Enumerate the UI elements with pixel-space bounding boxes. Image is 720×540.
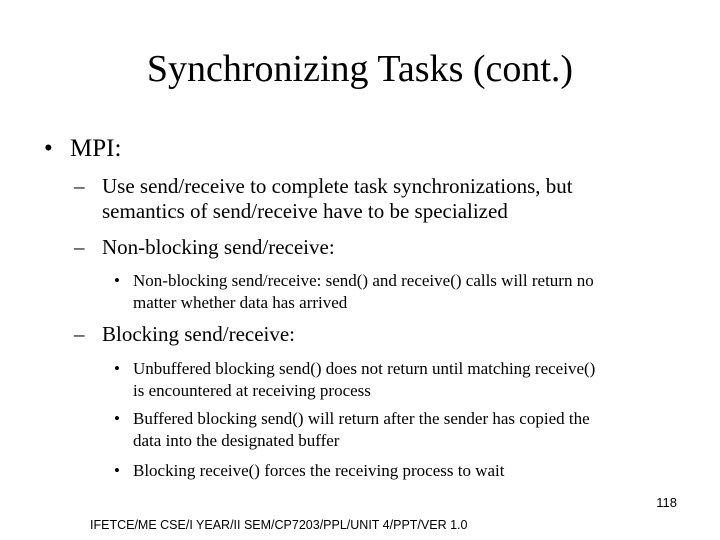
- dash-mark: –: [74, 235, 85, 259]
- slide-title: Synchronizing Tasks (cont.): [146, 48, 574, 90]
- subbullet-line: Non-blocking send/receive:: [102, 235, 335, 259]
- subbullet-line: Blocking send/receive:: [102, 322, 296, 346]
- bullet-mark: •: [114, 409, 120, 428]
- subbullet-line: Use send/receive to complete task synchronizations, but: [102, 174, 573, 198]
- bullet-mark: •: [114, 271, 120, 290]
- dash-mark: –: [74, 322, 85, 346]
- bullet-mark: •: [44, 135, 53, 162]
- footer-text: IFETCE/ME CSE/I YEAR/II SEM/CP7203/PPL/UNIT 4/PPT/VER 1.0: [90, 518, 468, 532]
- bullet-mpi-text: MPI:: [70, 135, 122, 162]
- point-line: Buffered blocking send() will return after the sender has copied the: [133, 409, 590, 428]
- point-line: is encountered at receiving process: [133, 381, 371, 400]
- point-line: Blocking receive() forces the receiving process to wait: [133, 461, 505, 480]
- bullet-mark: •: [114, 461, 120, 480]
- point-line: matter whether data has arrived: [133, 293, 348, 312]
- point-line: Unbuffered blocking send() does not return until matching receive(): [133, 359, 596, 378]
- point-line: data into the designated buffer: [133, 431, 340, 450]
- point-line: Non-blocking send/receive: send() and receive() calls will return no: [133, 271, 594, 290]
- subbullet-line: semantics of send/receive have to be specialized: [102, 199, 508, 223]
- bullet-mark: •: [114, 359, 120, 378]
- page-number: 118: [656, 495, 677, 510]
- dash-mark: –: [74, 174, 85, 198]
